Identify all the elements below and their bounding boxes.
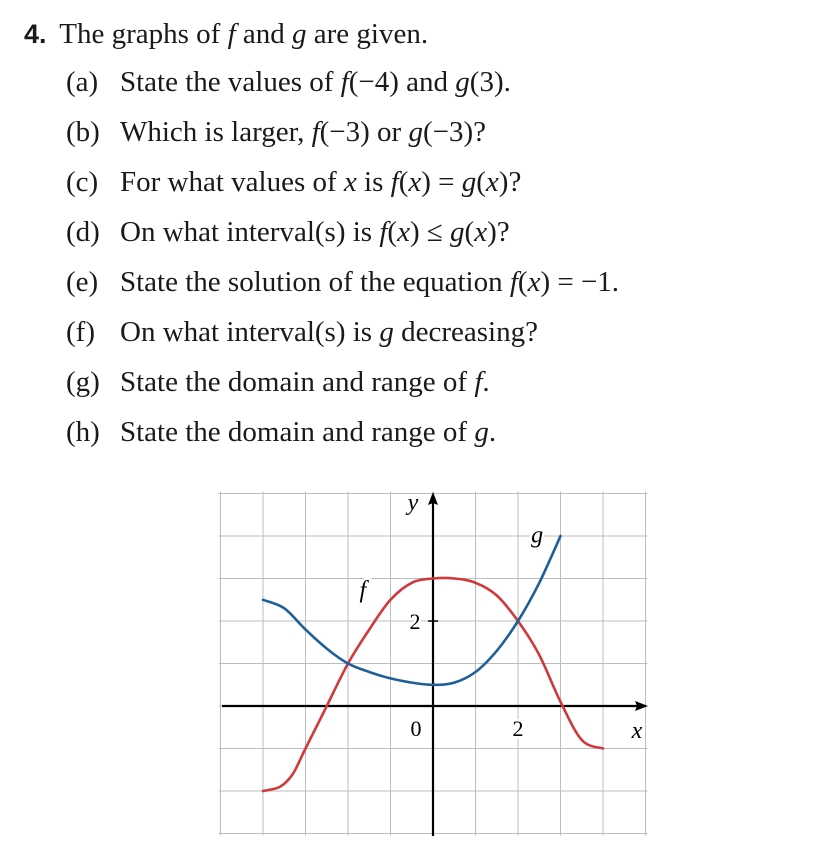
question-part-b xyxy=(66,112,619,162)
question-part-a xyxy=(66,62,619,112)
series-f-label: f xyxy=(359,577,367,604)
math-variable: f xyxy=(509,266,518,298)
question-part-e xyxy=(66,262,619,312)
math-variable: g xyxy=(379,316,394,348)
math-variable: f xyxy=(379,216,388,248)
series-g-label: g xyxy=(531,522,544,549)
math-variable: g xyxy=(474,416,489,448)
math-variable: x xyxy=(397,216,410,248)
question-parts xyxy=(66,62,619,462)
part-label: (a) xyxy=(66,66,99,98)
math-variable: f xyxy=(311,116,320,148)
x-tick-label: 0 xyxy=(410,716,422,741)
math-variable: g xyxy=(461,166,477,198)
part-text: State the domain and range of f. xyxy=(120,366,490,398)
part-label: (b) xyxy=(66,116,100,148)
math-variable: g xyxy=(408,116,423,148)
y-axis-label: y xyxy=(407,490,419,516)
part-text: On what interval(s) is f(x) ≤ g(x)? xyxy=(120,216,510,248)
part-text: State the solution of the equation f(x) = −1. xyxy=(120,266,620,298)
x-tick-label: 2 xyxy=(512,716,524,741)
part-text: On what interval(s) is g decreasing? xyxy=(120,316,538,348)
math-variable: g xyxy=(450,216,465,248)
problem-number: 4. xyxy=(24,19,47,49)
math-variable: f xyxy=(390,166,399,198)
part-label: (d) xyxy=(66,216,100,248)
math-variable: x xyxy=(343,166,357,198)
x-axis-label: x xyxy=(631,718,643,744)
math-variable: f xyxy=(340,66,349,98)
math-variable: x xyxy=(474,216,488,248)
question-part-c xyxy=(66,162,619,212)
math-variable: f xyxy=(227,18,236,50)
part-text: Which is larger, f(−3) or g(−3)? xyxy=(120,116,487,148)
math-variable: x xyxy=(408,166,422,198)
part-label: (g) xyxy=(66,366,100,398)
part-label: (e) xyxy=(66,266,99,298)
math-variable: x xyxy=(485,166,499,198)
part-text: For what values of x is f(x) = g(x)? xyxy=(120,166,522,198)
function-graph xyxy=(216,488,652,840)
part-label: (c) xyxy=(66,166,99,198)
math-variable: g xyxy=(292,18,307,50)
problem-statement xyxy=(24,14,428,54)
part-label: (f) xyxy=(66,316,95,348)
problem-stem: The graphs of f and g are given. xyxy=(59,18,429,50)
question-part-h xyxy=(66,412,619,462)
part-text: State the domain and range of g. xyxy=(120,416,497,448)
math-variable: g xyxy=(455,66,470,98)
part-text: State the values of f(−4) and g(3). xyxy=(120,66,511,98)
question-part-f xyxy=(66,312,619,362)
math-variable: f xyxy=(474,366,483,398)
part-label: (h) xyxy=(66,416,100,448)
question-part-g xyxy=(66,362,619,412)
y-tick-label: 2 xyxy=(409,609,421,634)
question-part-d xyxy=(66,212,619,262)
math-variable: x xyxy=(527,266,541,298)
